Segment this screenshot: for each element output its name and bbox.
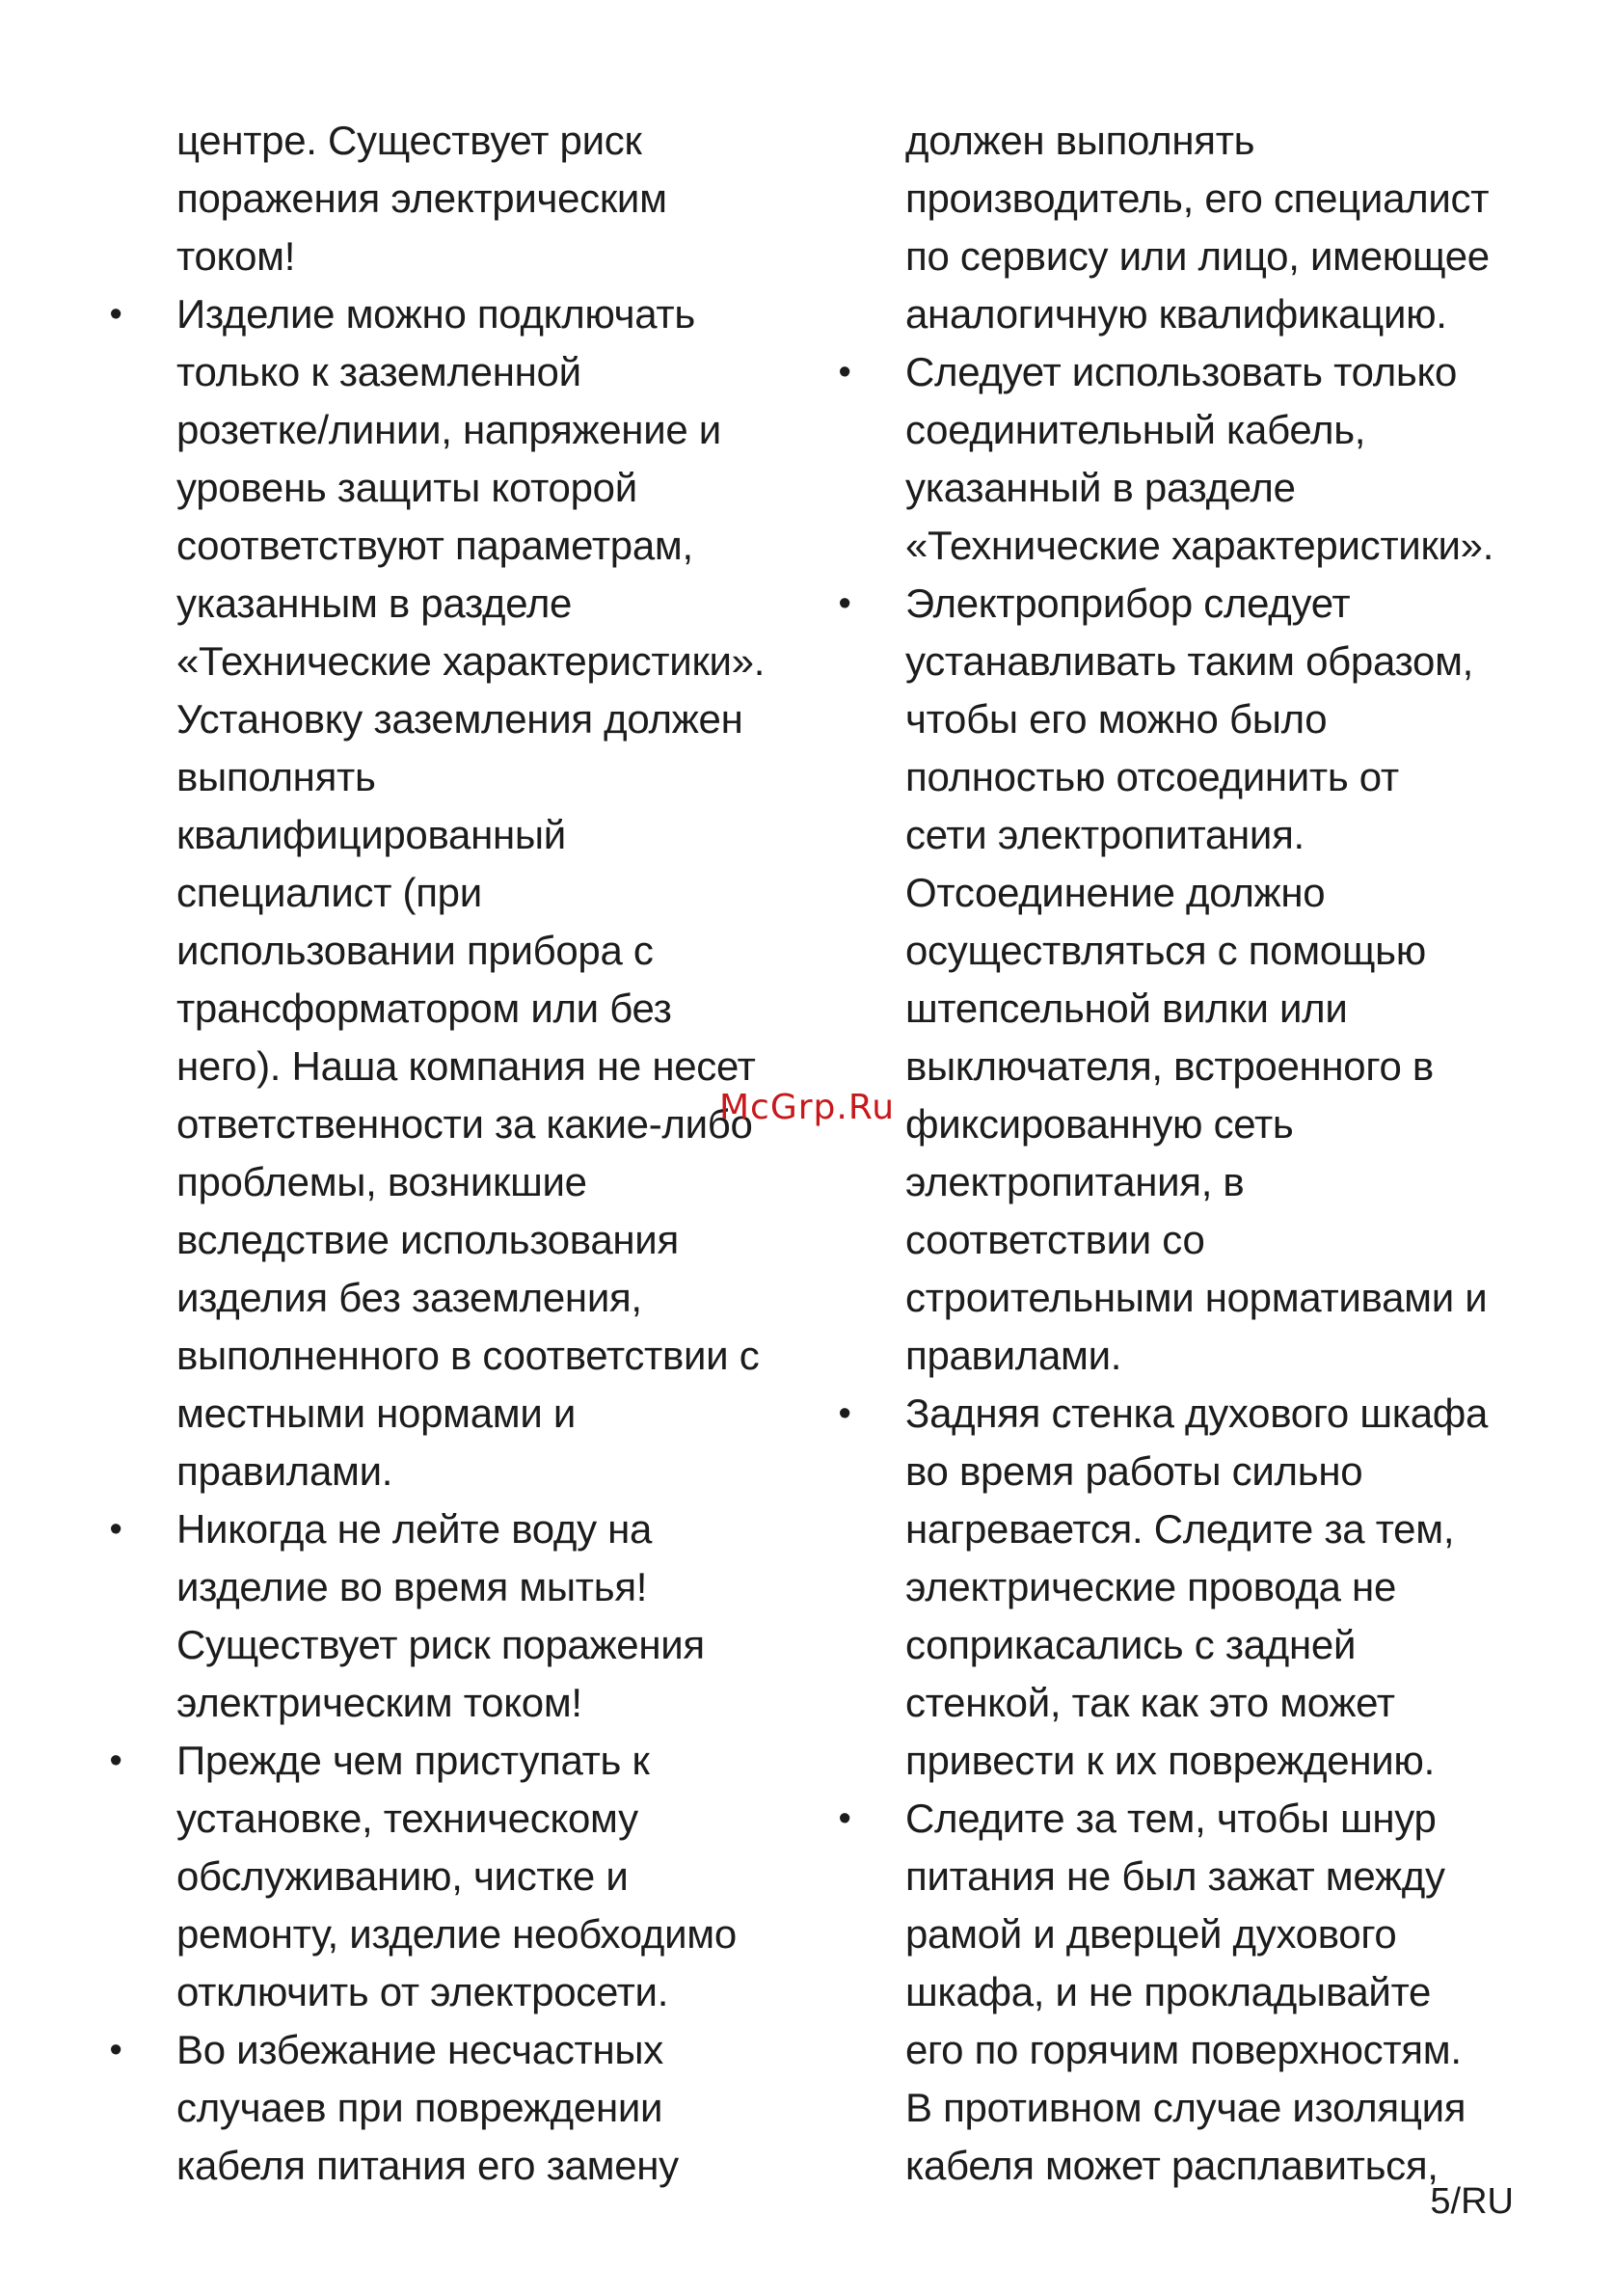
list-item bbox=[106, 1500, 820, 1732]
list-item bbox=[106, 112, 820, 285]
text-line: изделия без заземления, bbox=[176, 1275, 642, 1320]
text-line: уровень защиты которой bbox=[176, 465, 637, 510]
text-line: розетке/линии, напряжение и bbox=[176, 407, 721, 452]
text-line: полностью отсоединить от bbox=[905, 754, 1399, 799]
text-line: Никогда не лейте воду на bbox=[176, 1506, 653, 1552]
list-item bbox=[835, 343, 1548, 575]
bullet-marker: • bbox=[838, 1798, 851, 1839]
bullet-marker: • bbox=[109, 1741, 122, 1781]
text-line: электрическим током! bbox=[176, 1680, 582, 1725]
text-line: поражения электрическим bbox=[176, 176, 667, 221]
text-line: «Технические характеристики». bbox=[905, 523, 1494, 568]
text-line: стенкой, так как это может bbox=[905, 1680, 1395, 1725]
bullet-marker: • bbox=[109, 1509, 122, 1550]
text-line: Существует риск поражения bbox=[176, 1622, 705, 1667]
text-line: нагревается. Следите за тем, bbox=[905, 1506, 1455, 1552]
text-line: Следите за тем, чтобы шнур bbox=[905, 1796, 1437, 1841]
text-line: ремонту, изделие необходимо bbox=[176, 1911, 737, 1957]
text-line: только к заземленной bbox=[176, 349, 581, 394]
text-line: Установку заземления должен bbox=[176, 696, 743, 742]
list-item bbox=[106, 1732, 820, 2021]
left-column bbox=[106, 112, 820, 2195]
text-line: рамой и дверцей духового bbox=[905, 1911, 1397, 1957]
text-line: строительными нормативами и bbox=[905, 1275, 1488, 1320]
text-line: соответствии со bbox=[905, 1217, 1205, 1262]
text-line: по сервису или лицо, имеющее bbox=[905, 233, 1490, 279]
text-line: электропитания, в bbox=[905, 1159, 1245, 1204]
text-line: штепсельной вилки или bbox=[905, 986, 1348, 1031]
text-line: аналогичную квалификацию. bbox=[905, 291, 1447, 337]
text-line: выполнять bbox=[176, 754, 376, 799]
text-line: соединительный кабель, bbox=[905, 407, 1366, 452]
list-item bbox=[835, 1790, 1548, 2195]
text-line: использовании прибора с bbox=[176, 928, 654, 973]
text-line: должен выполнять bbox=[905, 118, 1255, 163]
text-line: во время работы сильно bbox=[905, 1448, 1363, 1494]
text-line: осуществляться с помощью bbox=[905, 928, 1426, 973]
text-line: правилами. bbox=[176, 1448, 393, 1494]
text-line: сети электропитания. bbox=[905, 812, 1305, 857]
list-item bbox=[835, 112, 1548, 343]
text-line: обслуживанию, чистке и bbox=[176, 1853, 629, 1899]
text-line: Изделие можно подключать bbox=[176, 291, 695, 337]
text-line: трансформатором или без bbox=[176, 986, 672, 1031]
text-line: Прежде чем приступать к bbox=[176, 1738, 650, 1783]
right-column bbox=[835, 112, 1548, 2195]
bullet-marker: • bbox=[838, 583, 851, 624]
text-line: изделие во время мытья! bbox=[176, 1564, 648, 1609]
text-line: устанавливать таким образом, bbox=[905, 638, 1474, 684]
text-line: выключателя, встроенного в bbox=[905, 1043, 1434, 1089]
text-line: шкафа, и не прокладывайте bbox=[905, 1969, 1432, 2014]
text-line: соприкасались с задней bbox=[905, 1622, 1357, 1667]
text-line: электрические провода не bbox=[905, 1564, 1397, 1609]
text-line: вследствие использования bbox=[176, 1217, 679, 1262]
text-line: привести к их повреждению. bbox=[905, 1738, 1435, 1783]
text-line: током! bbox=[176, 233, 296, 279]
text-line: проблемы, возникшие bbox=[176, 1159, 587, 1204]
list-item bbox=[106, 2021, 820, 2195]
text-line: Отсоединение должно bbox=[905, 870, 1326, 915]
text-line: случаев при повреждении bbox=[176, 2085, 663, 2130]
text-line: фиксированную сеть bbox=[905, 1101, 1294, 1147]
text-line: питания не был зажат между bbox=[905, 1853, 1445, 1899]
text-line: местными нормами и bbox=[176, 1391, 577, 1436]
text-line: него). Наша компания не несет bbox=[176, 1043, 756, 1089]
text-line: соответствуют параметрам, bbox=[176, 523, 693, 568]
text-line: специалист (при bbox=[176, 870, 482, 915]
text-line: его по горячим поверхностям. bbox=[905, 2027, 1462, 2072]
text-line: правилами. bbox=[905, 1333, 1122, 1378]
bullet-marker: • bbox=[109, 294, 122, 335]
page-number: 5/RU bbox=[1430, 2181, 1514, 2222]
text-line: центре. Существует риск bbox=[176, 118, 642, 163]
text-line: указанным в разделе bbox=[176, 581, 573, 626]
text-line: Во избежание несчастных bbox=[176, 2027, 663, 2072]
text-line: Задняя стенка духового шкафа bbox=[905, 1391, 1489, 1436]
text-line: отключить от электросети. bbox=[176, 1969, 669, 2014]
list-item bbox=[106, 285, 820, 1500]
text-line: выполненного в соответствии с bbox=[176, 1333, 760, 1378]
text-line: Электроприбор следует bbox=[905, 581, 1351, 626]
bullet-marker: • bbox=[109, 2030, 122, 2070]
text-line: В противном случае изоляция bbox=[905, 2085, 1466, 2130]
text-line: указанный в разделе bbox=[905, 465, 1296, 510]
text-line: производитель, его специалист bbox=[905, 176, 1490, 221]
text-line: квалифицированный bbox=[176, 812, 566, 857]
text-line: ответственности за какие-либо bbox=[176, 1101, 753, 1147]
text-line: кабеля может расплавиться, bbox=[905, 2143, 1439, 2188]
text-line: «Технические характеристики». bbox=[176, 638, 766, 684]
text-line: чтобы его можно было bbox=[905, 696, 1328, 742]
text-line: установке, техническому bbox=[176, 1796, 638, 1841]
text-line: Следует использовать только bbox=[905, 349, 1458, 394]
watermark-text: McGrp.Ru bbox=[719, 1088, 896, 1127]
text-line: кабеля питания его замену bbox=[176, 2143, 679, 2188]
list-item bbox=[835, 1385, 1548, 1790]
bullet-marker: • bbox=[838, 1393, 851, 1434]
list-item bbox=[835, 575, 1548, 1385]
bullet-marker: • bbox=[838, 352, 851, 392]
